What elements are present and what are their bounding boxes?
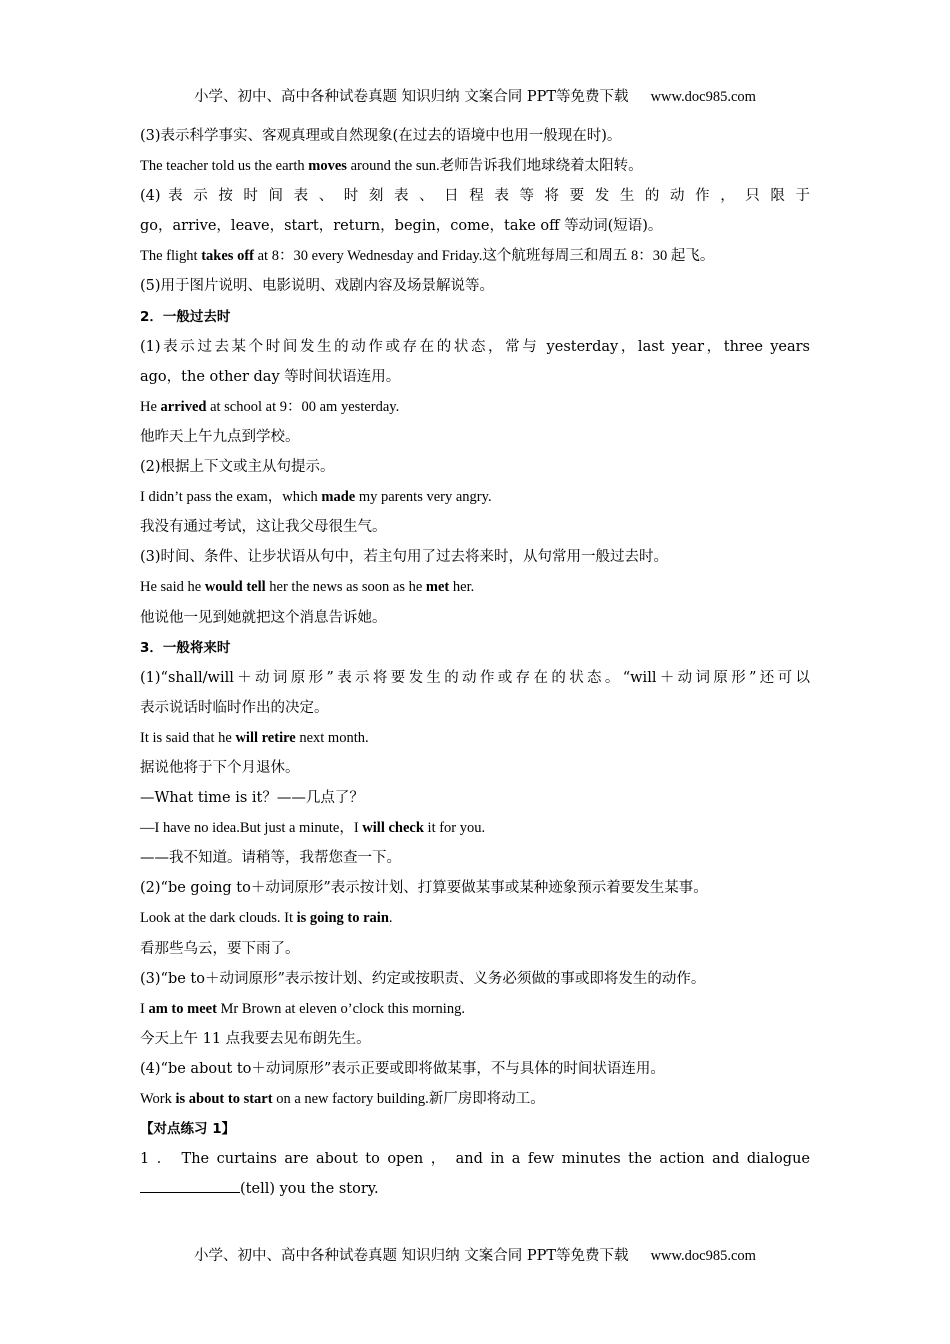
document-body <box>140 121 810 1204</box>
translation-line: 他说他一见到她就把这个消息告诉她。 <box>140 609 387 626</box>
example-line: I am to meet Mr Brown at eleven o’clock this morning. <box>140 1000 465 1017</box>
example-line: He arrived at school at 9：00 am yesterday. <box>140 398 400 415</box>
translation-line: 看那些乌云，要下雨了。 <box>140 940 300 957</box>
example-line: Work is about to start on a new factory building.新厂房即将动工。 <box>140 1091 545 1107</box>
answer-blank[interactable] <box>140 1178 240 1193</box>
example-line: He said he would tell her the news as soon as he met her. <box>140 579 475 596</box>
text-line: (2)“be going to＋动词原形”表示按计划、打算要做某事或某种迹象预示着要发生某事。 <box>140 880 708 897</box>
translation-line: 今天上午 11 点我要去见布朗先生。 <box>140 1030 371 1047</box>
section-heading: 3．一般将来时 <box>140 639 231 656</box>
translation-line: 我没有通过考试，这让我父母很生气。 <box>140 519 387 536</box>
text-line: (3)时间、条件、让步状语从句中，若主句用了过去将来时，从句常用一般过去时。 <box>140 549 669 566</box>
footer-site-link[interactable]: www.doc985.com <box>650 1248 756 1264</box>
text-line: 表示说话时临时作出的决定。 <box>140 699 329 716</box>
text-line: (4)“be about to＋动词原形”表示正要或即将做某事，不与具体的时间状语连用。 <box>140 1060 665 1077</box>
text-line: (4) 表 示 按 时 间 表 、 时 刻 表 、 日 程 表 等 将 要 发 生 的 动 作 ， 只 限 于 <box>140 188 810 205</box>
footer-text: 小学、初中、高中各种试卷真题 知识归纳 文案合同 PPT等免费下载 <box>194 1248 629 1264</box>
example-line: It is said that he will retire next month. <box>140 729 369 746</box>
dialogue-line: —What time is it？——几点了？ <box>140 790 364 807</box>
text-line: (3)表示科学事实、客观真理或自然现象(在过去的语境中也用一般现在时)。 <box>140 128 622 144</box>
translation-line: 他昨天上午九点到学校。 <box>140 428 300 445</box>
translation-line: ——我不知道。请稍等，我帮您查一下。 <box>140 850 401 867</box>
example-line: I didn’t pass the exam，which made my parents very angry. <box>140 489 492 506</box>
text-line: go，arrive，leave，start，return，begin，come，take off 等动词(短语)。 <box>140 218 663 235</box>
page-header <box>0 87 950 107</box>
section-heading: 2．一般过去时 <box>140 308 231 325</box>
text-line: ago，the other day 等时间状语连用。 <box>140 368 401 385</box>
exercise-question: 1 ． The curtains are about to open ， and in a few minutes the action and dialogue <box>140 1151 810 1168</box>
exercise-heading: 【对点练习 1】 <box>140 1121 236 1138</box>
text-line: (2)根据上下文或主从句提示。 <box>140 459 335 476</box>
example-line: The teacher told us the earth moves around the sun.老师告诉我们地球绕着太阳转。 <box>140 158 643 175</box>
page-footer <box>0 1246 950 1266</box>
example-line: The flight takes off at 8：30 every Wednesday and Friday.这个航班每周三和周五 8：30 起飞。 <box>140 248 715 265</box>
text-line: (3)“be to＋动词原形”表示按计划、约定或按职责、义务必须做的事或即将发生的动作。 <box>140 970 706 987</box>
text-line: (1)“shall/will＋动词原形”表示将要发生的动作或存在的状态。“will＋动词原形”还可以 <box>140 669 810 686</box>
translation-line: 据说他将于下个月退休。 <box>140 759 300 776</box>
text-line: (5)用于图片说明、电影说明、戏剧内容及场景解说等。 <box>140 278 495 295</box>
exercise-question-cont: (tell) you the story. <box>140 1174 810 1204</box>
header-site-link[interactable]: www.doc985.com <box>650 89 756 105</box>
text-line: (1)表示过去某个时间发生的动作或存在的状态，常与 yesterday，last year，three years <box>140 338 810 355</box>
example-line: —I have no idea.But just a minute，I will check it for you. <box>140 820 486 837</box>
example-line: Look at the dark clouds. It is going to rain. <box>140 910 393 927</box>
header-text: 小学、初中、高中各种试卷真题 知识归纳 文案合同 PPT等免费下载 <box>194 89 629 105</box>
